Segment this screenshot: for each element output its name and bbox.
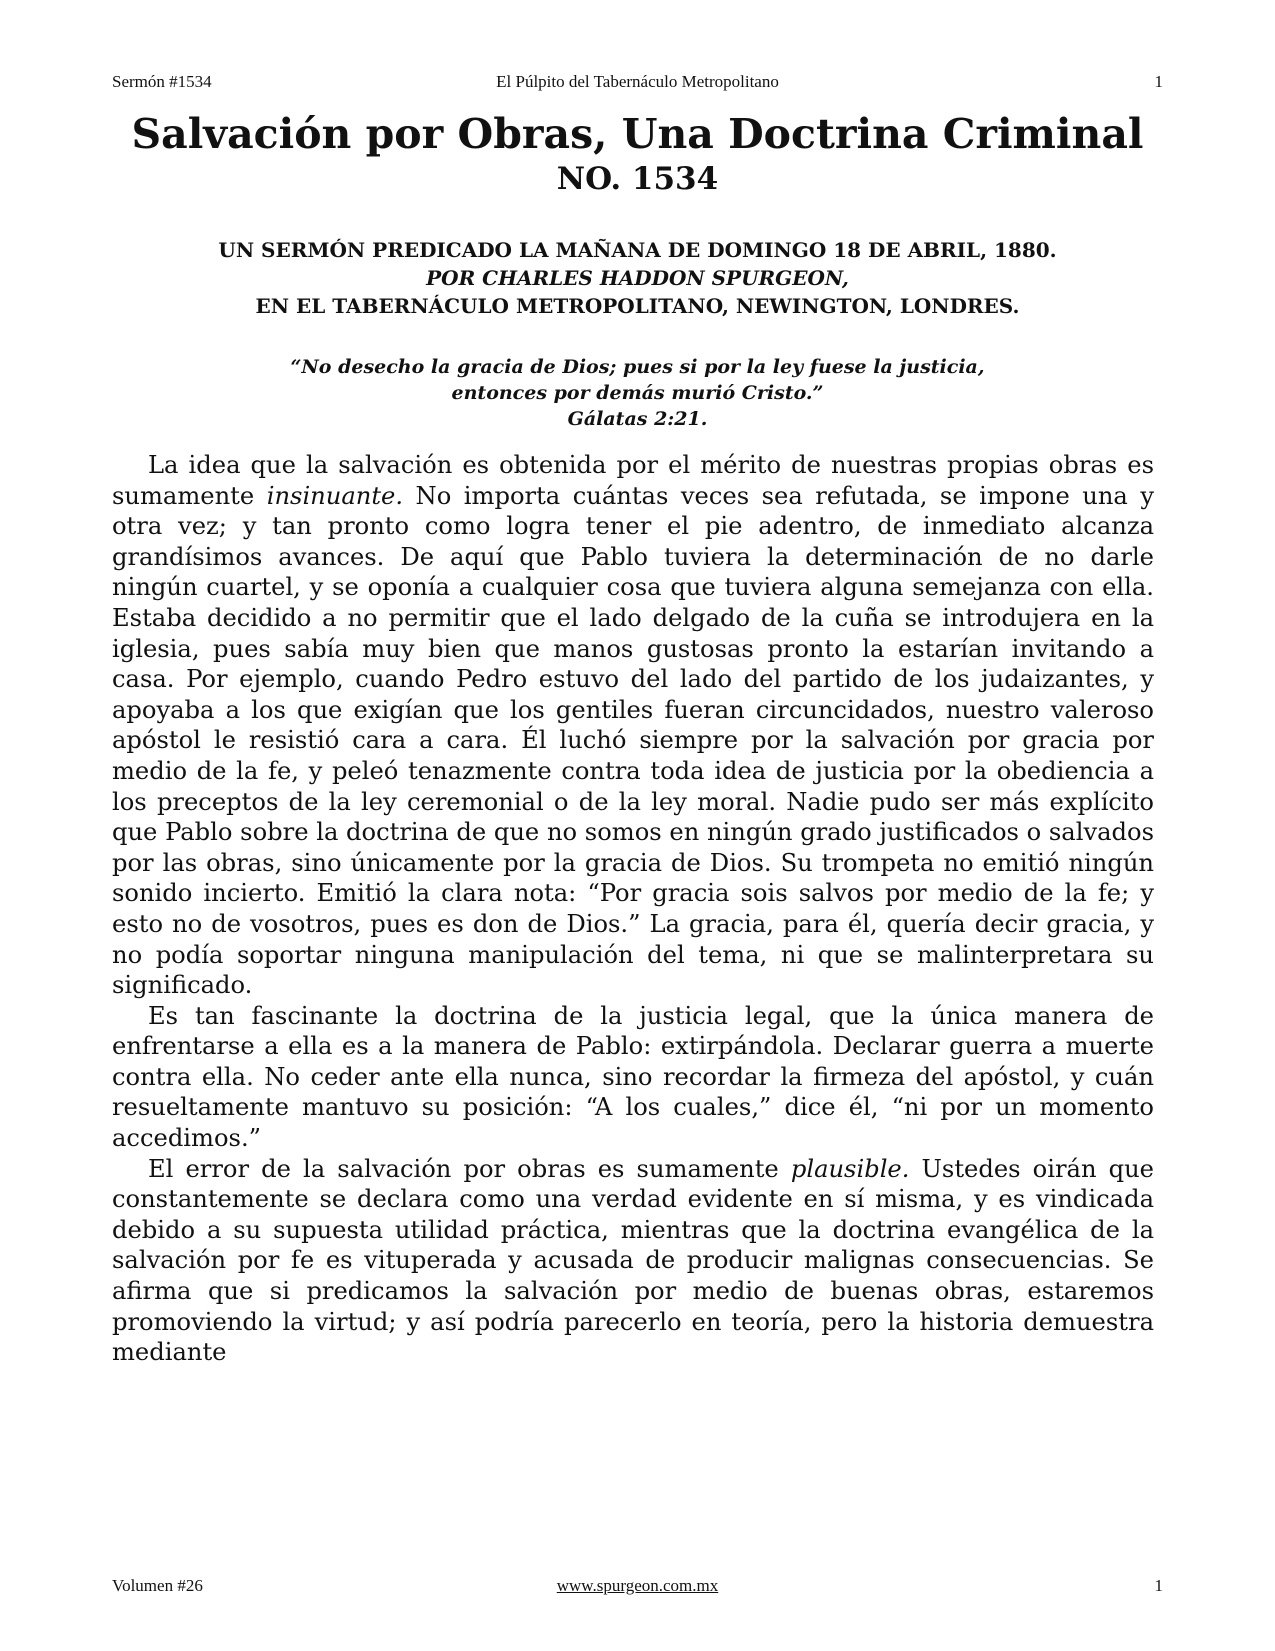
scripture-line-2: entonces por demás murió Cristo.”	[451, 382, 824, 404]
scripture-reference: Gálatas 2:21.	[567, 408, 708, 430]
page-number-header: 1	[1154, 72, 1163, 91]
paragraph-1-emphasis: insinuante.	[266, 481, 404, 510]
location: EN EL TABERNÁCULO METROPOLITANO, NEWINGTON, LONDRES.	[255, 294, 1020, 318]
page-footer	[112, 1576, 1163, 1600]
author: POR CHARLES HADDON SPURGEON,	[426, 266, 849, 290]
sermon-info	[100, 236, 1175, 320]
preached-date: UN SERMÓN PREDICADO LA MAÑANA DE DOMINGO 18 DE ABRIL, 1880.	[218, 238, 1057, 262]
paragraph-3-text-b: Ustedes oirán que constantemente se declara como una verdad evidente en sí misma, y es vindicada debido a su supuesta utilidad práctica, mientras que la doctrina evangélica de la salvación por fe es vituperada y acusada de producir malignas consecuencias. Se afirma que si predicamos la salvación por medio de buenas obras, estaremos promoviendo la virtud; y así podría parecerlo en teoría, pero la historia demuestra mediante	[112, 1154, 1155, 1367]
publication-name: El Púlpito del Tabernáculo Metropolitano	[496, 72, 779, 91]
paragraph-3	[112, 1154, 1154, 1368]
sermon-body	[112, 450, 1154, 1368]
website-container	[112, 1576, 1163, 1596]
page-header	[112, 72, 1163, 96]
page-number-footer: 1	[1154, 1576, 1163, 1595]
volume-number: Volumen #26	[112, 1576, 203, 1595]
scripture-quote	[100, 354, 1175, 432]
scripture-line-1: “No desecho la gracia de Dios; pues si por la ley fuese la justicia,	[290, 356, 985, 378]
paragraph-1-text-b: No importa cuántas veces sea refutada, se impone una y otra vez; y tan pronto como logra tener el pie adentro, de inmediato alcanza grandísimos avances. De aquí que Pablo tuviera la determinación de no darle ningún cuartel, y se oponía a cualquier cosa que tuviera alguna semejanza con ella. Estaba decidido a no permitir que el lado delgado de la cuña se introdujera en la iglesia, pues sabía muy bien que manos gustosas pronto la estarían invitando a casa. Por ejemplo, cuando Pedro estuvo del lado del partido de los judaizantes, y apoyaba a los que exigían que los gentiles fueran circuncidados, nuestro valeroso apóstol le resistió cara a cara. Él luchó siempre por la salvación por gracia por medio de la fe, y peleó tenazmente contra toda idea de justicia por la obediencia a los preceptos de la ley ceremonial o de la ley moral. Nadie pudo ser más explícito que Pablo sobre la doctrina de que no somos en ningún grado justificados o salvados por las obras, sino únicamente por la gracia de Dios. Su trompeta no emitió ningún sonido incierto. Emitió la clara nota: “Por gracia sois salvos por medio de la fe; y esto no de vosotros, pues es don de Dios.” La gracia, para él, quería decir gracia, y no podía soportar ninguna manipulación del tema, ni que se malinterpretara su significado.	[112, 481, 1154, 1000]
paragraph-1	[112, 450, 1154, 1001]
paragraph-2: Es tan fascinante la doctrina de la justicia legal, que la única manera de enfrentarse a ella es a la manera de Pablo: extirpándola. Declarar guerra a muerte contra ella. No ceder ante ella nunca, sino recordar la firmeza del apóstol, y cuán resueltamente mantuvo su posición: “A los cuales,” dice él, “ni por un momento accedimos.”	[112, 1001, 1154, 1153]
paragraph-1-text-a: La idea que la salvación es obtenida por el mérito de nuestras propias obras es sumamente	[112, 451, 1154, 510]
website-link[interactable]: www.spurgeon.com.mx	[556, 1576, 719, 1595]
sermon-number: NO. 1534	[556, 161, 719, 197]
sermon-number-header: Sermón #1534	[112, 72, 212, 91]
paragraph-3-text-a: El error de la salvación por obras es sumamente	[148, 1154, 791, 1183]
paragraph-3-emphasis: plausible.	[790, 1154, 910, 1183]
sermon-title: Salvación por Obras, Una Doctrina Criminal	[131, 110, 1144, 158]
